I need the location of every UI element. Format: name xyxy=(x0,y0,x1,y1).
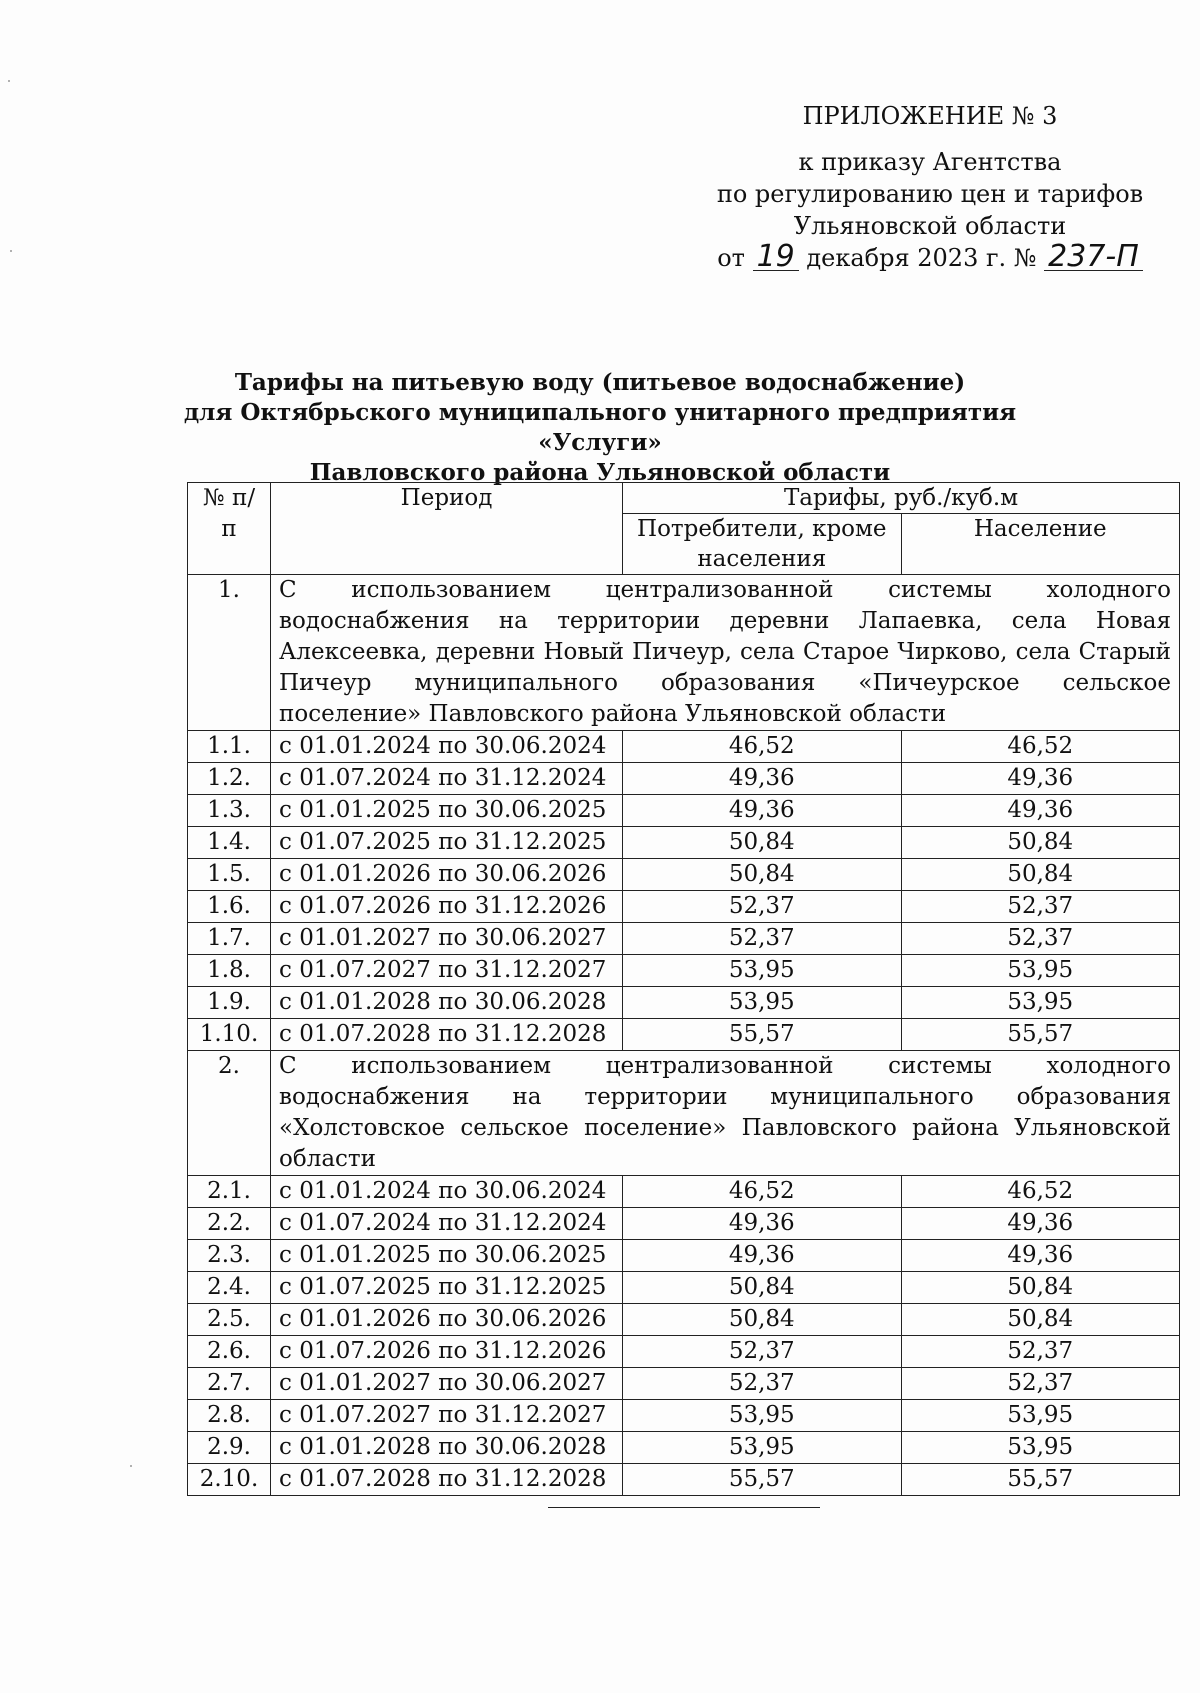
row-number: 1.6. xyxy=(188,891,271,923)
row-number: 2.3. xyxy=(188,1240,271,1272)
document-title xyxy=(150,368,1050,488)
row-population-tariff: 53,95 xyxy=(901,955,1179,987)
table-row xyxy=(188,1240,1180,1272)
section-description: С использованием централизованной системы холодного водоснабжения на территории муниципального образования «Холстовское сельское поселение» Павловского района Ульяновской области xyxy=(271,1051,1180,1176)
row-period: с 01.07.2027 по 31.12.2027 xyxy=(271,1400,623,1432)
row-population-tariff: 55,57 xyxy=(901,1464,1179,1496)
table-row xyxy=(188,1019,1180,1051)
scan-speck xyxy=(130,1465,132,1467)
row-number: 2.8. xyxy=(188,1400,271,1432)
row-number: 1.2. xyxy=(188,763,271,795)
row-number: 2.10. xyxy=(188,1464,271,1496)
appendix-heading: ПРИЛОЖЕНИЕ № 3 xyxy=(802,102,1058,130)
row-period: с 01.01.2027 по 30.06.2027 xyxy=(271,923,623,955)
row-population-tariff: 50,84 xyxy=(901,827,1179,859)
title-line-1: Тарифы на питьевую воду (питьевое водоснабжение) xyxy=(234,369,966,396)
row-consumers-tariff: 53,95 xyxy=(623,1400,901,1432)
row-consumers-tariff: 55,57 xyxy=(623,1019,901,1051)
row-population-tariff: 50,84 xyxy=(901,1304,1179,1336)
row-population-tariff: 49,36 xyxy=(901,795,1179,827)
row-population-tariff: 46,52 xyxy=(901,1176,1179,1208)
row-consumers-tariff: 49,36 xyxy=(623,1240,901,1272)
row-population-tariff: 50,84 xyxy=(901,859,1179,891)
table-row xyxy=(188,1336,1180,1368)
row-period: с 01.07.2028 по 31.12.2028 xyxy=(271,1464,623,1496)
row-number: 2.1. xyxy=(188,1176,271,1208)
header-population: Население xyxy=(901,514,1179,575)
table-row xyxy=(188,1176,1180,1208)
row-consumers-tariff: 55,57 xyxy=(623,1464,901,1496)
date-day-handwritten: 19 xyxy=(753,244,799,271)
table-row xyxy=(188,859,1180,891)
row-consumers-tariff: 49,36 xyxy=(623,795,901,827)
scan-speck xyxy=(8,80,10,82)
table-row xyxy=(188,795,1180,827)
row-period: с 01.07.2025 по 31.12.2025 xyxy=(271,1272,623,1304)
row-population-tariff: 49,36 xyxy=(901,763,1179,795)
row-period: с 01.07.2028 по 31.12.2028 xyxy=(271,1019,623,1051)
header-number: № п/п xyxy=(188,483,271,575)
row-consumers-tariff: 50,84 xyxy=(623,1272,901,1304)
row-consumers-tariff: 50,84 xyxy=(623,1304,901,1336)
table-row xyxy=(188,987,1180,1019)
row-population-tariff: 53,95 xyxy=(901,987,1179,1019)
row-period: с 01.07.2026 по 31.12.2026 xyxy=(271,891,623,923)
row-consumers-tariff: 50,84 xyxy=(623,859,901,891)
appendix-line-2: по регулированию цен и тарифов xyxy=(716,180,1144,208)
row-period: с 01.01.2024 по 30.06.2024 xyxy=(271,731,623,763)
table-row xyxy=(188,1464,1180,1496)
row-period: с 01.01.2025 по 30.06.2025 xyxy=(271,795,623,827)
row-number: 1.5. xyxy=(188,859,271,891)
row-consumers-tariff: 49,36 xyxy=(623,763,901,795)
table-row xyxy=(188,1432,1180,1464)
row-consumers-tariff: 49,36 xyxy=(623,1208,901,1240)
row-population-tariff: 53,95 xyxy=(901,1432,1179,1464)
row-period: с 01.07.2025 по 31.12.2025 xyxy=(271,827,623,859)
row-population-tariff: 52,37 xyxy=(901,891,1179,923)
row-period: с 01.07.2024 по 31.12.2024 xyxy=(271,763,623,795)
row-number: 2.5. xyxy=(188,1304,271,1336)
row-period: с 01.07.2027 по 31.12.2027 xyxy=(271,955,623,987)
table-body xyxy=(188,575,1180,1496)
row-number: 1.1. xyxy=(188,731,271,763)
row-number: 1.10. xyxy=(188,1019,271,1051)
row-period: с 01.01.2025 по 30.06.2025 xyxy=(271,1240,623,1272)
row-consumers-tariff: 53,95 xyxy=(623,1432,901,1464)
row-consumers-tariff: 52,37 xyxy=(623,1368,901,1400)
appendix-line-3: Ульяновской области xyxy=(793,212,1067,240)
row-number: 1.8. xyxy=(188,955,271,987)
row-number: 1.9. xyxy=(188,987,271,1019)
row-number: 1.4. xyxy=(188,827,271,859)
row-period: с 01.07.2024 по 31.12.2024 xyxy=(271,1208,623,1240)
order-number-handwritten: 237-П xyxy=(1044,244,1143,271)
row-population-tariff: 53,95 xyxy=(901,1400,1179,1432)
section-number: 2. xyxy=(188,1051,271,1176)
row-number: 2.2. xyxy=(188,1208,271,1240)
header-tariffs: Тарифы, руб./куб.м xyxy=(623,483,1180,514)
row-period: с 01.01.2027 по 30.06.2027 xyxy=(271,1368,623,1400)
row-consumers-tariff: 50,84 xyxy=(623,827,901,859)
row-consumers-tariff: 46,52 xyxy=(623,1176,901,1208)
row-consumers-tariff: 53,95 xyxy=(623,955,901,987)
end-rule xyxy=(548,1507,820,1508)
table-row xyxy=(188,1400,1180,1432)
header-consumers: Потребители, кроме населения xyxy=(623,514,901,575)
section-number: 1. xyxy=(188,575,271,731)
title-line-3: Павловского района Ульяновской области xyxy=(309,459,891,486)
table-row xyxy=(188,1208,1180,1240)
table-row xyxy=(188,923,1180,955)
row-consumers-tariff: 52,37 xyxy=(623,891,901,923)
appendix-date-line xyxy=(700,239,1160,274)
row-consumers-tariff: 53,95 xyxy=(623,987,901,1019)
table-row xyxy=(188,1368,1180,1400)
row-number: 2.9. xyxy=(188,1432,271,1464)
row-population-tariff: 52,37 xyxy=(901,1368,1179,1400)
row-population-tariff: 50,84 xyxy=(901,1272,1179,1304)
table-row xyxy=(188,731,1180,763)
table-row xyxy=(188,1304,1180,1336)
appendix-line-1: к приказу Агентства xyxy=(798,148,1062,176)
row-number: 2.4. xyxy=(188,1272,271,1304)
section-description: С использованием централизованной системы холодного водоснабжения на территории деревни Лапаевка, села Новая Алексеевка, деревни Новый Пичеур, села Старое Чирково, села Старый Пичеур муниципального образования «Пичеурское сельское поселение» Павловского района Ульяновской области xyxy=(271,575,1180,731)
row-period: с 01.01.2028 по 30.06.2028 xyxy=(271,987,623,1019)
row-consumers-tariff: 52,37 xyxy=(623,1336,901,1368)
header-period: Период xyxy=(271,483,623,575)
scan-speck xyxy=(10,250,12,252)
row-population-tariff: 46,52 xyxy=(901,731,1179,763)
row-period: с 01.01.2026 по 30.06.2026 xyxy=(271,859,623,891)
row-number: 1.7. xyxy=(188,923,271,955)
section-row xyxy=(188,1051,1180,1176)
row-number: 2.7. xyxy=(188,1368,271,1400)
row-number: 1.3. xyxy=(188,795,271,827)
row-population-tariff: 55,57 xyxy=(901,1019,1179,1051)
table-row xyxy=(188,891,1180,923)
table-row xyxy=(188,763,1180,795)
row-number: 2.6. xyxy=(188,1336,271,1368)
row-population-tariff: 52,37 xyxy=(901,923,1179,955)
table-row xyxy=(188,1272,1180,1304)
date-rest: декабря 2023 г. № xyxy=(806,244,1037,272)
row-consumers-tariff: 52,37 xyxy=(623,923,901,955)
row-consumers-tariff: 46,52 xyxy=(623,731,901,763)
table-row xyxy=(188,827,1180,859)
section-row xyxy=(188,575,1180,731)
table-row xyxy=(188,955,1180,987)
row-period: с 01.07.2026 по 31.12.2026 xyxy=(271,1336,623,1368)
row-period: с 01.01.2028 по 30.06.2028 xyxy=(271,1432,623,1464)
row-period: с 01.01.2024 по 30.06.2024 xyxy=(271,1176,623,1208)
row-period: с 01.01.2026 по 30.06.2026 xyxy=(271,1304,623,1336)
row-population-tariff: 52,37 xyxy=(901,1336,1179,1368)
title-line-2: для Октябрьского муниципального унитарного предприятия «Услуги» xyxy=(183,399,1017,456)
row-population-tariff: 49,36 xyxy=(901,1208,1179,1240)
tariffs-table xyxy=(187,482,1180,1496)
date-prefix: от xyxy=(717,244,745,272)
appendix-block xyxy=(700,100,1160,274)
row-population-tariff: 49,36 xyxy=(901,1240,1179,1272)
